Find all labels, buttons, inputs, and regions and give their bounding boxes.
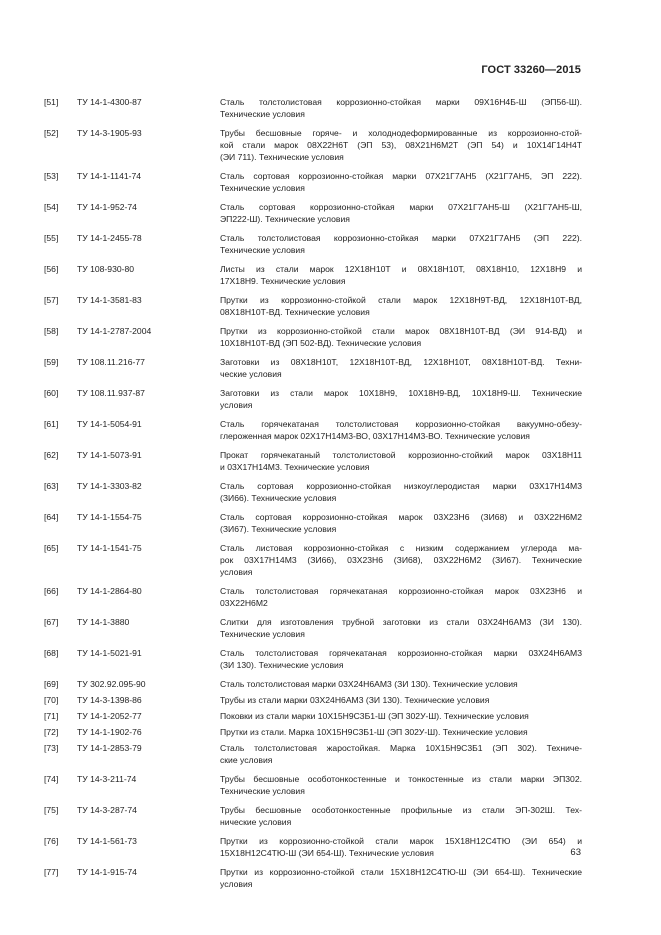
description-line: Листы из стали марок 12Х18Н10Т и 08Х18Н10Т, 08Х18Н10, 12Х18Н9 и xyxy=(220,264,582,274)
reference-item xyxy=(44,585,582,609)
description-line: Сталь толстолистовая коррозионно-стойкая марки 09Х16Н4Б-Ш (ЭП56-Ш). xyxy=(220,97,582,107)
description-line: Сталь сортовая коррозионно-стойкая марки 07Х21Г7АН5-Ш (Х21Г7АН5-Ш, xyxy=(220,202,582,212)
reference-item xyxy=(44,616,582,640)
description-line: Сталь толстолистовая жаростойкая. Марка 10Х15Н9С3Б1 (ЭП 302). Техниче- xyxy=(220,743,582,753)
reference-code: ТУ 108-930-80 xyxy=(77,264,135,274)
reference-code: ТУ 14-1-3880 xyxy=(77,617,130,627)
reference-code: ТУ 14-3-211-74 xyxy=(77,774,137,784)
reference-number: [68] xyxy=(44,648,59,658)
reference-description xyxy=(220,694,582,706)
description-line: Технические условия xyxy=(220,109,305,119)
reference-item xyxy=(44,201,582,225)
reference-description xyxy=(220,710,582,722)
reference-description xyxy=(220,585,582,609)
reference-item xyxy=(44,511,582,535)
reference-description xyxy=(220,866,582,890)
reference-code: ТУ 14-1-915-74 xyxy=(77,867,137,877)
description-line: Технические условия xyxy=(220,245,305,255)
reference-code: ТУ 14-1-1902-76 xyxy=(77,727,142,737)
reference-description xyxy=(220,726,582,738)
description-line: Слитки для изготовления трубной заготовки из стали 03Х24Н6АМ3 (ЗИ 130). xyxy=(220,617,582,627)
description-line: 17Х18Н9. Технические условия xyxy=(220,276,346,286)
reference-item xyxy=(44,804,582,828)
document-header: ГОСТ 33260—2015 xyxy=(481,64,581,76)
reference-code: ТУ 14-1-5073-91 xyxy=(77,450,142,460)
reference-code: ТУ 14-1-1541-75 xyxy=(77,543,142,553)
description-line: Технические условия xyxy=(220,183,305,193)
description-line: Сталь толстолистовая горячекатаная коррозионно-стойкая марок 03Х23Н6 и xyxy=(220,586,582,596)
description-line: Технические условия xyxy=(220,629,305,639)
reference-description xyxy=(220,742,582,766)
reference-number: [66] xyxy=(44,586,59,596)
page-number: 63 xyxy=(570,847,581,858)
description-line: (ЗИ 130). Технические условия xyxy=(220,660,344,670)
reference-item xyxy=(44,742,582,766)
reference-number: [75] xyxy=(44,805,59,815)
description-line: Сталь толстолистовая коррозионно-стойкая марки 07Х21Г7АН5 (ЭП 222). xyxy=(220,233,582,243)
description-line: Трубы бесшовные особотонкостенные профильные из стали ЭП-302Ш. Тех- xyxy=(220,805,582,815)
reference-description xyxy=(220,418,582,442)
reference-number: [71] xyxy=(44,711,59,721)
reference-number: [67] xyxy=(44,617,59,627)
description-line: Сталь сортовая коррозионно-стойкая низкоуглеродистая марки 03Х17Н14М3 xyxy=(220,481,582,491)
description-line: 15Х18Н12С4ТЮ-Ш (ЭИ 654-Ш). Технические условия xyxy=(220,848,434,858)
reference-code: ТУ 14-1-1141-74 xyxy=(77,171,142,181)
description-line: рок 03Х17Н14М3 (ЗИ66), 03Х23Н6 (ЗИ68), 03Х22Н6М2 (ЗИ67). Технические xyxy=(220,555,582,565)
reference-number: [70] xyxy=(44,695,59,705)
reference-item xyxy=(44,449,582,473)
description-line: Поковки из стали марки 10Х15Н9С3Б1-Ш (ЭП 302У-Ш). Технические условия xyxy=(220,711,529,721)
description-line: Прутки из стали. Марка 10Х15Н9С3Б1-Ш (ЭП 302У-Ш). Технические условия xyxy=(220,727,528,737)
description-line: Сталь листовая коррозионно-стойкая с низким содержанием углерода ма- xyxy=(220,543,582,553)
reference-description xyxy=(220,127,582,163)
reference-item xyxy=(44,232,582,256)
reference-item xyxy=(44,96,582,120)
description-line: (ЭИ 711). Технические условия xyxy=(220,152,344,162)
reference-number: [73] xyxy=(44,743,59,753)
description-line: Трубы из стали марки 03Х24Н6АМ3 (ЗИ 130). Технические условия xyxy=(220,695,490,705)
description-line: 08Х18Н10Т-ВД. Технические условия xyxy=(220,307,370,317)
reference-item xyxy=(44,773,582,797)
reference-description xyxy=(220,232,582,256)
description-line: Прутки из коррозионно-стойкой стали марок 12Х18Н9Т-ВД, 12Х18Н10Т-ВД, xyxy=(220,295,582,305)
description-line: Сталь горячекатаная толстолистовая коррозионно-стойкая вакуумно-обезу- xyxy=(220,419,582,429)
reference-item xyxy=(44,866,582,890)
reference-description xyxy=(220,96,582,120)
reference-description xyxy=(220,356,582,380)
description-line: 03Х22Н6М2 xyxy=(220,598,268,608)
reference-number: [64] xyxy=(44,512,59,522)
reference-code: ТУ 14-3-1398-86 xyxy=(77,695,142,705)
description-line: Заготовки из 08Х18Н10Т, 12Х18Н10Т-ВД, 12Х18Н10Т, 08Х18Н10Т-ВД. Техни- xyxy=(220,357,582,367)
reference-number: [69] xyxy=(44,679,59,689)
reference-code: ТУ 14-3-1905-93 xyxy=(77,128,142,138)
reference-code: ТУ 14-3-287-74 xyxy=(77,805,137,815)
reference-description xyxy=(220,449,582,473)
description-line: (ЗИ67). Технические условия xyxy=(220,524,337,534)
reference-number: [51] xyxy=(44,97,59,107)
reference-code: ТУ 14-1-2787-2004 xyxy=(77,326,152,336)
description-line: 10Х18Н10Т-ВД (ЭП 502-ВД). Технические условия xyxy=(220,338,422,348)
reference-number: [77] xyxy=(44,867,59,877)
description-line: (ЗИ66). Технические условия xyxy=(220,493,337,503)
reference-description xyxy=(220,325,582,349)
description-line: глероженная марок 02Х17Н14М3-ВО, 03Х17Н14М3-ВО. Технические условия xyxy=(220,431,530,441)
reference-description xyxy=(220,480,582,504)
reference-code: ТУ 14-1-2052-77 xyxy=(77,711,142,721)
reference-code: ТУ 108.11.216-77 xyxy=(77,357,145,367)
description-line: и 03Х17Н14М3. Технические условия xyxy=(220,462,370,472)
description-line: нические условия xyxy=(220,817,292,827)
description-line: Сталь толстолистовая горячекатаная коррозионно-стойкая марки 03Х24Н6АМ3 xyxy=(220,648,582,658)
description-line: условия xyxy=(220,567,253,577)
reference-code: ТУ 14-1-5054-91 xyxy=(77,419,142,429)
description-line: ческие условия xyxy=(220,369,282,379)
reference-item xyxy=(44,325,582,349)
reference-description xyxy=(220,542,582,578)
description-line: Технические условия xyxy=(220,786,305,796)
reference-code: ТУ 14-1-561-73 xyxy=(77,836,137,846)
reference-number: [58] xyxy=(44,326,59,336)
reference-number: [56] xyxy=(44,264,59,274)
description-line: условия xyxy=(220,400,253,410)
reference-description xyxy=(220,773,582,797)
reference-number: [54] xyxy=(44,202,59,212)
reference-description xyxy=(220,387,582,411)
description-line: ЭП222-Ш). Технические условия xyxy=(220,214,350,224)
reference-description xyxy=(220,647,582,671)
reference-number: [55] xyxy=(44,233,59,243)
description-line: Прутки из коррозионно-стойкой стали 15Х18Н12С4ТЮ-Ш (ЭИ 654-Ш). Технические xyxy=(220,867,582,877)
reference-code: ТУ 14-1-3303-82 xyxy=(77,481,142,491)
description-line: Сталь сортовая коррозионно-стойкая марок 03Х23Н6 (ЗИ68) и 03Х22Н6М2 xyxy=(220,512,582,522)
description-line: Заготовки из стали марок 10Х18Н9, 10Х18Н9-ВД, 10Х18Н9-Ш. Технические xyxy=(220,388,582,398)
reference-number: [59] xyxy=(44,357,59,367)
description-line: Прутки из коррозионно-стойкой стали марок 08Х18Н10Т-ВД (ЭИ 914-ВД) и xyxy=(220,326,582,336)
reference-description xyxy=(220,511,582,535)
reference-item xyxy=(44,542,582,578)
description-line: условия xyxy=(220,879,253,889)
reference-item xyxy=(44,170,582,194)
description-line: Сталь сортовая коррозионно-стойкая марки 07Х21Г7АН5 (Х21Г7АН5, ЭП 222). xyxy=(220,171,582,181)
description-line: Трубы бесшовные особотонкостенные и тонкостенные из стали марки ЭП302. xyxy=(220,774,582,784)
reference-list xyxy=(44,96,582,890)
reference-number: [63] xyxy=(44,481,59,491)
reference-code: ТУ 14-1-952-74 xyxy=(77,202,137,212)
reference-description xyxy=(220,616,582,640)
reference-code: ТУ 302.92.095-90 xyxy=(77,679,146,689)
reference-number: [53] xyxy=(44,171,59,181)
description-line: ские условия xyxy=(220,755,273,765)
reference-item xyxy=(44,294,582,318)
reference-item xyxy=(44,356,582,380)
reference-item xyxy=(44,694,582,706)
reference-code: ТУ 14-1-5021-91 xyxy=(77,648,142,658)
reference-description xyxy=(220,678,582,690)
reference-description xyxy=(220,263,582,287)
reference-item xyxy=(44,127,582,163)
reference-description xyxy=(220,804,582,828)
reference-code: ТУ 14-1-2853-79 xyxy=(77,743,142,753)
reference-item xyxy=(44,387,582,411)
reference-code: ТУ 14-1-2864-80 xyxy=(77,586,142,596)
reference-code: ТУ 14-1-4300-87 xyxy=(77,97,142,107)
reference-item xyxy=(44,418,582,442)
reference-item xyxy=(44,726,582,738)
reference-number: [72] xyxy=(44,727,59,737)
reference-number: [60] xyxy=(44,388,59,398)
reference-code: ТУ 14-1-1554-75 xyxy=(77,512,142,522)
description-line: Трубы бесшовные горяче- и холоднодеформированные из коррозионно-стой- xyxy=(220,128,582,138)
reference-item xyxy=(44,835,582,859)
reference-number: [57] xyxy=(44,295,59,305)
reference-code: ТУ 14-1-2455-78 xyxy=(77,233,142,243)
reference-description xyxy=(220,835,582,859)
reference-description xyxy=(220,170,582,194)
reference-description xyxy=(220,201,582,225)
description-line: Прутки из коррозионно-стойкой стали марок 15Х18Н12С4ТЮ (ЭИ 654) и xyxy=(220,836,582,846)
reference-number: [61] xyxy=(44,419,59,429)
reference-description xyxy=(220,294,582,318)
reference-item xyxy=(44,678,582,690)
description-line: Сталь толстолистовая марки 03Х24Н6АМ3 (ЗИ 130). Технические условия xyxy=(220,679,518,689)
reference-item xyxy=(44,647,582,671)
reference-item xyxy=(44,480,582,504)
reference-code: ТУ 108.11.937-87 xyxy=(77,388,145,398)
reference-number: [65] xyxy=(44,543,59,553)
reference-number: [62] xyxy=(44,450,59,460)
reference-number: [76] xyxy=(44,836,59,846)
reference-item xyxy=(44,263,582,287)
reference-number: [74] xyxy=(44,774,59,784)
description-line: Прокат горячекатаный толстолистовой коррозионно-стойкий марок 03Х18Н11 xyxy=(220,450,582,460)
description-line: кой стали марок 08Х22Н6Т (ЭП 53), 08Х21Н6М2Т (ЭП 54) и 10Х14Г14Н4Т xyxy=(220,140,582,150)
reference-item xyxy=(44,710,582,722)
reference-number: [52] xyxy=(44,128,59,138)
reference-code: ТУ 14-1-3581-83 xyxy=(77,295,142,305)
